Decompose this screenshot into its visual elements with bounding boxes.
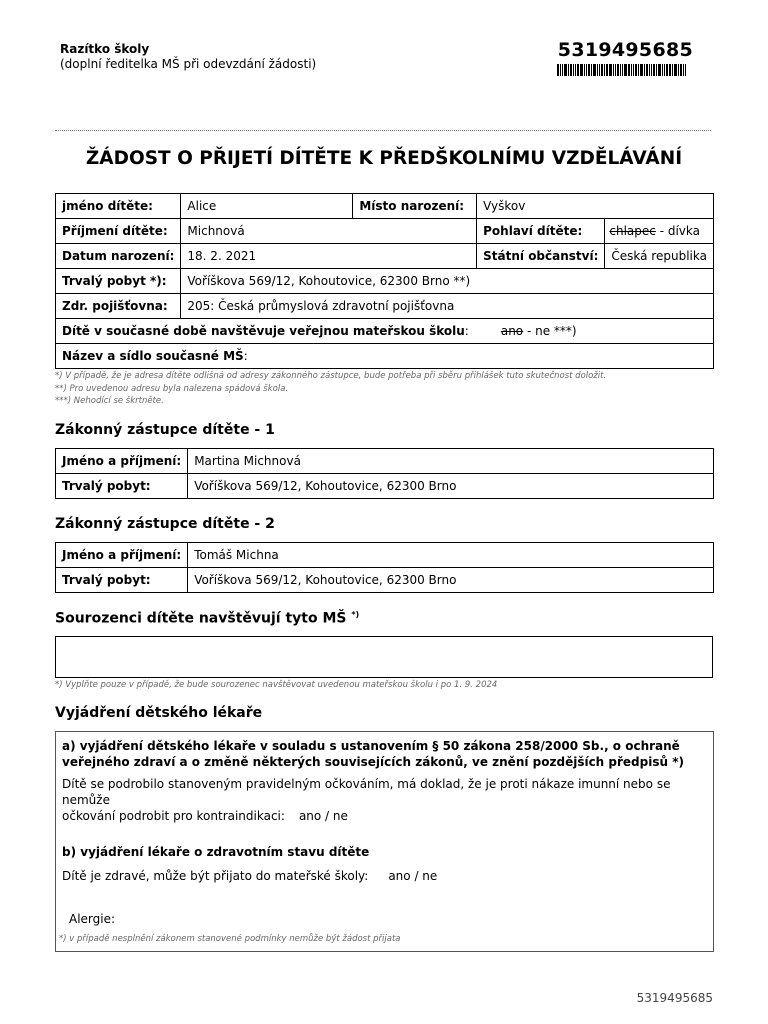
barcode-bar: [651, 64, 652, 76]
guardian2-heading: Zákonný zástupce dítěte - 2: [55, 516, 275, 532]
table-row: [56, 449, 714, 474]
birthplace-label: Místo narození:: [353, 194, 477, 219]
doctor-a-text-line1: Dítě se podrobilo stanoveným pravidelným očkováním, má doklad, že je proti nákaze imunní nebo se nemůže: [62, 777, 671, 807]
siblings-note: *) Vyplňte pouze v případě, že bude sourozenec navštěvovat uvedenou mateřskou školu i po 1. 9. 2024: [55, 680, 498, 690]
doctor-b-title: b) vyjádření lékaře o zdravotním stavu dítěte: [62, 845, 370, 859]
current-ms-no: - ne ***): [523, 324, 577, 338]
birthplace-value: Vyškov: [477, 194, 714, 219]
siblings-heading-mark: *): [351, 610, 360, 619]
current-ms-name-colon: :: [243, 349, 248, 363]
health-choice[interactable]: ano / ne: [388, 869, 438, 883]
barcode-bar: [560, 64, 561, 76]
barcode-bar: [646, 64, 648, 76]
guardian1-name-value: Martina Michnová: [188, 449, 714, 474]
child-info-table: [55, 193, 714, 369]
guardian2-name-label: Jméno a příjmení:: [56, 543, 188, 568]
current-ms-row: [56, 319, 714, 344]
barcode-bar: [674, 64, 677, 76]
insurance-value: 205: Česká průmyslová zdravotní pojišťovna: [181, 294, 714, 319]
barcode-bar: [638, 64, 639, 76]
barcode-bar: [666, 64, 668, 76]
doctor-a-title-line2: veřejného zdraví a o změně některých souvisejících zákonů, ve znění pozdějších předpisů *): [62, 755, 684, 769]
footnotes: [55, 370, 606, 408]
barcode-bar: [606, 64, 608, 76]
school-stamp-area: [60, 42, 316, 72]
barcode-bar: [599, 64, 600, 76]
barcode-bar: [633, 64, 634, 76]
barcode-bar: [597, 64, 598, 76]
barcode-bar: [635, 64, 637, 76]
guardian1-residence-value: Voříškova 569/12, Kohoutovice, 62300 Brno: [188, 474, 714, 499]
barcode-bar: [685, 64, 686, 76]
table-row: [56, 294, 714, 319]
barcode-bar: [622, 64, 623, 76]
guardian2-residence-value: Voříškova 569/12, Kohoutovice, 62300 Brno: [188, 568, 714, 593]
barcode-bar: [680, 64, 682, 76]
barcode-bar: [672, 64, 673, 76]
barcode-bar: [664, 64, 665, 76]
guardian1-name-label: Jméno a příjmení:: [56, 449, 188, 474]
current-ms-label: Dítě v současné době navštěvuje veřejnou mateřskou školu: [62, 324, 465, 338]
doctor-b-text: [62, 868, 437, 884]
barcode: [557, 64, 701, 76]
barcode-bar: [564, 64, 567, 76]
stamp-title: Razítko školy: [60, 42, 150, 56]
barcode-bar: [658, 64, 661, 76]
footnote-1: *) V případě, že je adresa dítěte odlišná od adresy zákonného zástupce, bude potřeba při sběru přihlášek tuto skutečnost doložit.: [55, 371, 607, 381]
siblings-heading: [55, 610, 359, 627]
stamp-note: (doplní ředitelka MŠ při odevzdání žádosti): [60, 57, 317, 71]
barcode-bar: [615, 64, 616, 76]
current-ms-yes: ano: [500, 324, 524, 338]
barcode-bar: [669, 64, 671, 76]
current-ms-name-row: [56, 344, 714, 369]
barcode-bar: [678, 64, 679, 76]
barcode-bar: [588, 64, 590, 76]
current-ms-name-label: Název a sídlo současné MŠ: [62, 349, 244, 363]
barcode-bar: [653, 64, 655, 76]
child-surname-value: Michnová: [181, 219, 477, 244]
dob-value: 18. 2. 2021: [181, 244, 477, 269]
child-sex-value: [605, 219, 714, 244]
child-surname-label: Příjmení dítěte:: [56, 219, 181, 244]
barcode-bar: [644, 64, 645, 76]
barcode-bar: [591, 64, 592, 76]
current-ms-colon: :: [464, 324, 469, 338]
barcode-bar: [580, 64, 583, 76]
barcode-bar: [656, 64, 657, 76]
sex-girl-option: dívka: [667, 224, 701, 238]
barcode-bar: [628, 64, 630, 76]
child-first-name-label: jméno dítěte:: [56, 194, 181, 219]
footnote-2: **) Pro uvedenou adresu byla nalezena spádová škola.: [55, 383, 289, 394]
doctor-a-title: [62, 738, 684, 770]
doctor-a-text-line2: [62, 808, 713, 824]
barcode-bar: [683, 64, 684, 76]
doctor-a-text: [62, 776, 713, 824]
citizenship-value: Česká republika: [605, 244, 714, 269]
residence-value: Voříškova 569/12, Kohoutovice, 62300 Brno **): [181, 269, 714, 294]
dob-label: Datum narození:: [56, 244, 181, 269]
dotted-divider: [55, 130, 711, 131]
barcode-bar: [584, 64, 585, 76]
page-title: ŽÁDOST O PŘIJETÍ DÍTĚTE K PŘEDŠKOLNÍMU VZDĚLÁVÁNÍ: [85, 148, 683, 169]
table-row: [56, 474, 714, 499]
barcode-bar: [593, 64, 596, 76]
table-row: [56, 219, 714, 244]
child-sex-label: Pohlaví dítěte:: [477, 219, 605, 244]
guardian2-table: [55, 542, 714, 593]
table-row: [56, 269, 714, 294]
barcode-bar: [613, 64, 614, 76]
barcode-bar: [624, 64, 627, 76]
residence-label: Trvalý pobyt *):: [56, 269, 181, 294]
citizenship-label: Státní občanství:: [477, 244, 605, 269]
barcode-bar: [573, 64, 574, 76]
allergy-label: Alergie:: [69, 912, 116, 926]
guardian1-heading: Zákonný zástupce dítěte - 1: [55, 422, 275, 438]
doctor-b-text-label: Dítě je zdravé, může být přijato do mateřské školy:: [62, 869, 369, 883]
doctor-a-text-line2-text: očkování podrobit pro kontraindikaci:: [62, 809, 285, 823]
barcode-bar: [575, 64, 576, 76]
sex-boy-option: chlapec: [609, 224, 656, 238]
doctor-box: [55, 731, 714, 952]
footer-document-number: 5319495685: [636, 991, 713, 1005]
table-row: [56, 244, 714, 269]
barcode-bar: [604, 64, 605, 76]
barcode-bar: [577, 64, 579, 76]
barcode-bar: [609, 64, 612, 76]
barcode-bar: [620, 64, 621, 76]
doctor-note: *) v případě nesplnění zákonem stanovené podmínky nemůže být žádost přijata: [59, 934, 401, 944]
barcode-bar: [662, 64, 663, 76]
guardian1-table: [55, 448, 714, 499]
barcode-bar: [640, 64, 643, 76]
siblings-heading-text: Sourozenci dítěte navštěvují tyto MŠ: [55, 610, 347, 627]
guardian2-residence-label: Trvalý pobyt:: [56, 568, 188, 593]
barcode-bar: [649, 64, 650, 76]
barcode-bar: [562, 64, 563, 76]
doctor-heading: Vyjádření dětského lékaře: [55, 705, 263, 721]
barcode-bar: [601, 64, 603, 76]
barcode-bar: [586, 64, 587, 76]
barcode-bar: [617, 64, 619, 76]
guardian2-name-value: Tomáš Michna: [188, 543, 714, 568]
barcode-bar: [568, 64, 569, 76]
table-row: [56, 319, 714, 344]
guardian1-residence-label: Trvalý pobyt:: [56, 474, 188, 499]
table-row: [56, 543, 714, 568]
insurance-label: Zdr. pojišťovna:: [56, 294, 181, 319]
vaccination-choice[interactable]: ano / ne: [298, 809, 348, 823]
doctor-a-title-line1: a) vyjádření dětského lékaře v souladu s ustanovením § 50 zákona 258/2000 Sb., o ochraně: [62, 739, 680, 753]
table-row: [56, 194, 714, 219]
siblings-field[interactable]: [55, 636, 713, 678]
barcode-bar: [631, 64, 632, 76]
table-row: [56, 568, 714, 593]
footnote-3: ***) Nehodící se škrtněte.: [55, 396, 164, 406]
barcode-bar: [570, 64, 572, 76]
child-first-name-value: Alice: [181, 194, 353, 219]
document-number: 5319495685: [557, 39, 693, 61]
sex-separator: -: [655, 224, 668, 238]
table-row: [56, 344, 714, 369]
barcode-bar: [557, 64, 559, 76]
